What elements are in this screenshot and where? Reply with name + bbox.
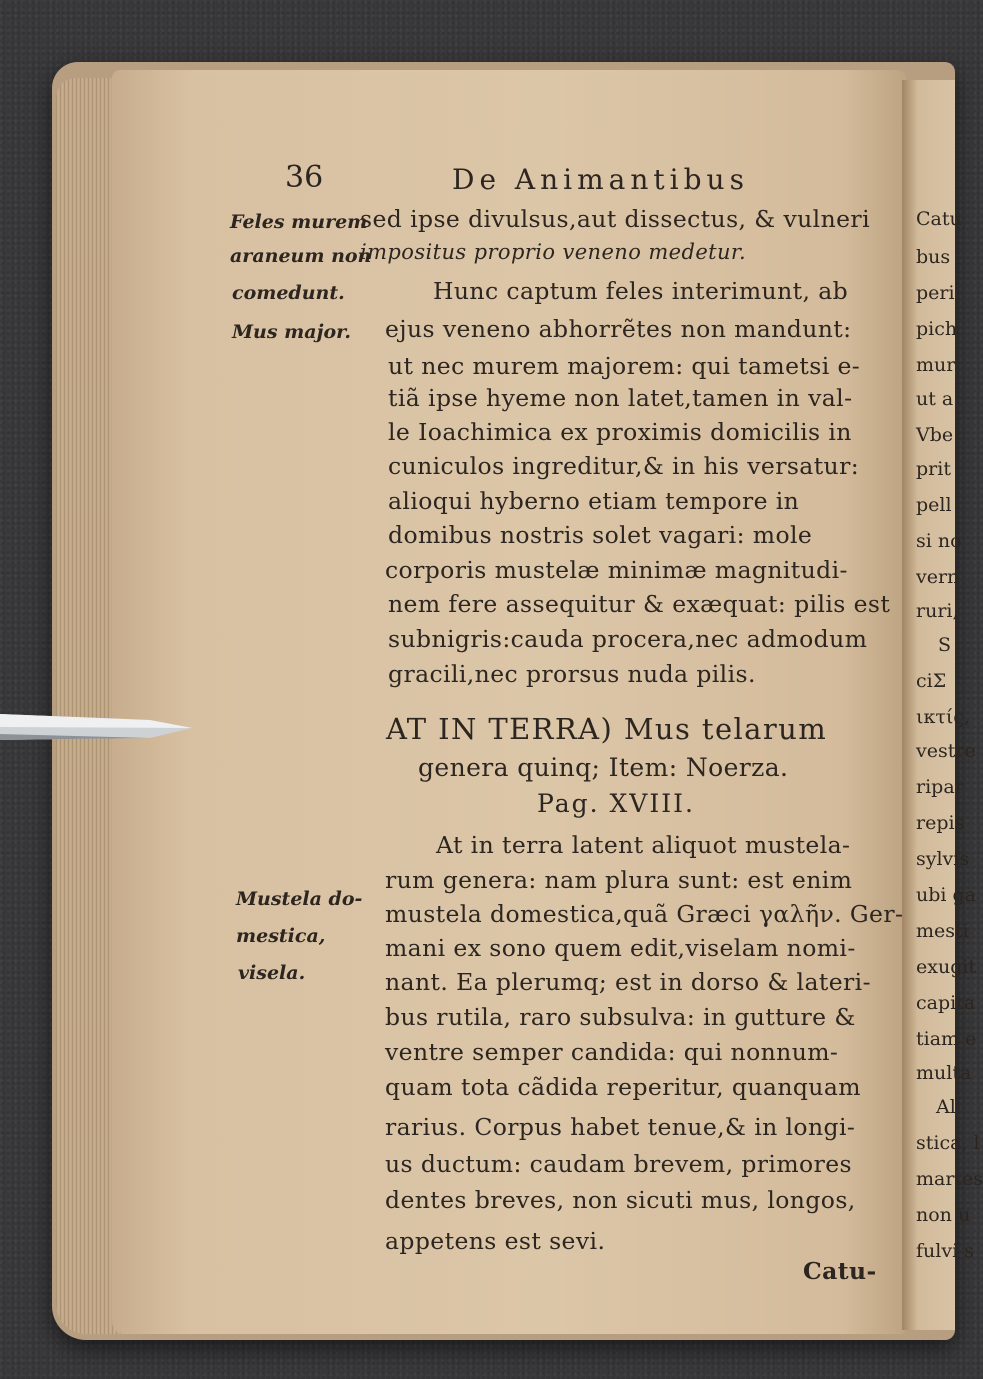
right-page-fragment: Catu bbox=[916, 208, 962, 230]
right-page-fragment: ciΣ bbox=[916, 670, 947, 692]
text-line: domibus nostris solet vagari: mole bbox=[388, 521, 813, 549]
right-page-fragment: mur bbox=[916, 354, 956, 376]
right-page-fragment: peri bbox=[916, 282, 955, 304]
marginal-note: visela. bbox=[238, 962, 306, 984]
text-line: tiã ipse hyeme non latet,tamen in val- bbox=[388, 384, 853, 412]
right-page-fragment: ubi ga bbox=[916, 884, 977, 906]
marginal-note: araneum non bbox=[230, 245, 372, 267]
text-line: mustela domestica,quã Græci γαλῆν. Ger- bbox=[385, 900, 904, 928]
right-page-fragment: repis bbox=[916, 812, 965, 834]
text-line: nant. Ea plerumq; est in dorso & lateri- bbox=[385, 968, 871, 996]
text-line: gracili,nec prorsus nuda pilis. bbox=[388, 660, 756, 688]
right-page-fragment: Al bbox=[936, 1096, 956, 1118]
running-head: De Animantibus bbox=[452, 163, 749, 196]
text-line: appetens est sevi. bbox=[385, 1227, 606, 1255]
right-page-fragment: fulvi s bbox=[916, 1240, 974, 1262]
right-page-fragment: Vbe bbox=[916, 424, 954, 446]
text-line: mani ex sono quem edit,viselam nomi- bbox=[385, 934, 856, 962]
right-page-fragment: mesti bbox=[916, 920, 969, 942]
right-page-fragment: ripar bbox=[916, 776, 964, 798]
text-line: impositus proprio veneno medetur. bbox=[360, 240, 747, 264]
text-line: nem fere assequitur & exæquat: pilis est bbox=[388, 590, 891, 618]
text-line: bus rutila, raro subsulva: in gutture & bbox=[385, 1003, 856, 1031]
text-line: us ductum: caudam brevem, primores bbox=[385, 1150, 852, 1178]
text-line: le Ioachimica ex proximis domicilis in bbox=[388, 418, 852, 446]
text-line: ut nec murem majorem: qui tametsi e- bbox=[388, 352, 861, 380]
marginal-note: mestica, bbox=[236, 925, 326, 947]
knife-blade bbox=[0, 708, 192, 748]
right-page-fragment: sylvis bbox=[916, 848, 970, 870]
text-line: At in terra latent aliquot mustela- bbox=[436, 831, 851, 859]
right-page-fragment: non u bbox=[916, 1204, 971, 1226]
right-page-fragment: si no bbox=[916, 530, 962, 552]
right-page-fragment: S bbox=[938, 634, 952, 656]
right-page-fragment: vestre bbox=[916, 740, 976, 762]
page-reference: Pag. XVIII. bbox=[537, 789, 695, 818]
catchword: Catu- bbox=[803, 1257, 877, 1285]
right-page-fragment: capita bbox=[916, 992, 976, 1014]
right-page-fragment: ruri, bbox=[916, 600, 959, 622]
right-page-fragment: vern bbox=[916, 566, 960, 588]
text-line: sed ipse divulsus,aut dissectus, & vulneri bbox=[360, 205, 870, 233]
marginal-note: Feles murem bbox=[230, 211, 368, 233]
text-line: ejus veneno abhorrẽtes non mandunt: bbox=[385, 315, 852, 343]
text-line: alioqui hyberno etiam tempore in bbox=[388, 487, 800, 515]
text-line: genera quinq; Item: Noerza. bbox=[418, 753, 789, 782]
text-line: subnigris:cauda procera,nec admodum bbox=[388, 625, 868, 653]
text-line: rarius. Corpus habet tenue,& in longi- bbox=[385, 1113, 856, 1141]
right-page-fragment: pell bbox=[916, 494, 952, 516]
right-page-fragment: exugit bbox=[916, 956, 977, 978]
text-line: cuniculos ingreditur,& in his versatur: bbox=[388, 452, 860, 480]
right-page-fragment: ut a bbox=[916, 388, 954, 410]
text-line: ventre semper candida: qui nonnum- bbox=[385, 1038, 839, 1066]
page-number: 36 bbox=[285, 160, 324, 195]
right-page-fragment: tiam e bbox=[916, 1028, 977, 1050]
text-line: dentes breves, non sicuti mus, longos, bbox=[385, 1186, 856, 1214]
text-line: corporis mustelæ minimæ magnitudi- bbox=[385, 556, 848, 584]
marginal-note: comedunt. bbox=[232, 282, 345, 304]
right-page-fragment: multa bbox=[916, 1062, 972, 1084]
right-page-fragment: pich bbox=[916, 318, 958, 340]
right-page-fragment: bus bbox=[916, 246, 951, 268]
text-line: quam tota cãdida reperitur, quanquam bbox=[385, 1073, 861, 1101]
marginal-note: Mus major. bbox=[232, 321, 352, 343]
marginal-note: Mustela do- bbox=[236, 888, 363, 910]
lemma-heading: AT IN TERRA) Mus telarum bbox=[386, 712, 828, 746]
text-line: rum genera: nam plura sunt: est enim bbox=[385, 866, 853, 894]
right-page-fragment: martes bbox=[916, 1168, 983, 1190]
right-page-fragment: prit bbox=[916, 458, 951, 480]
right-page-fragment: stica, l bbox=[916, 1132, 980, 1154]
text-line: Hunc captum feles interimunt, ab bbox=[433, 277, 849, 305]
right-page-fragment: ικτίς, bbox=[916, 706, 970, 728]
